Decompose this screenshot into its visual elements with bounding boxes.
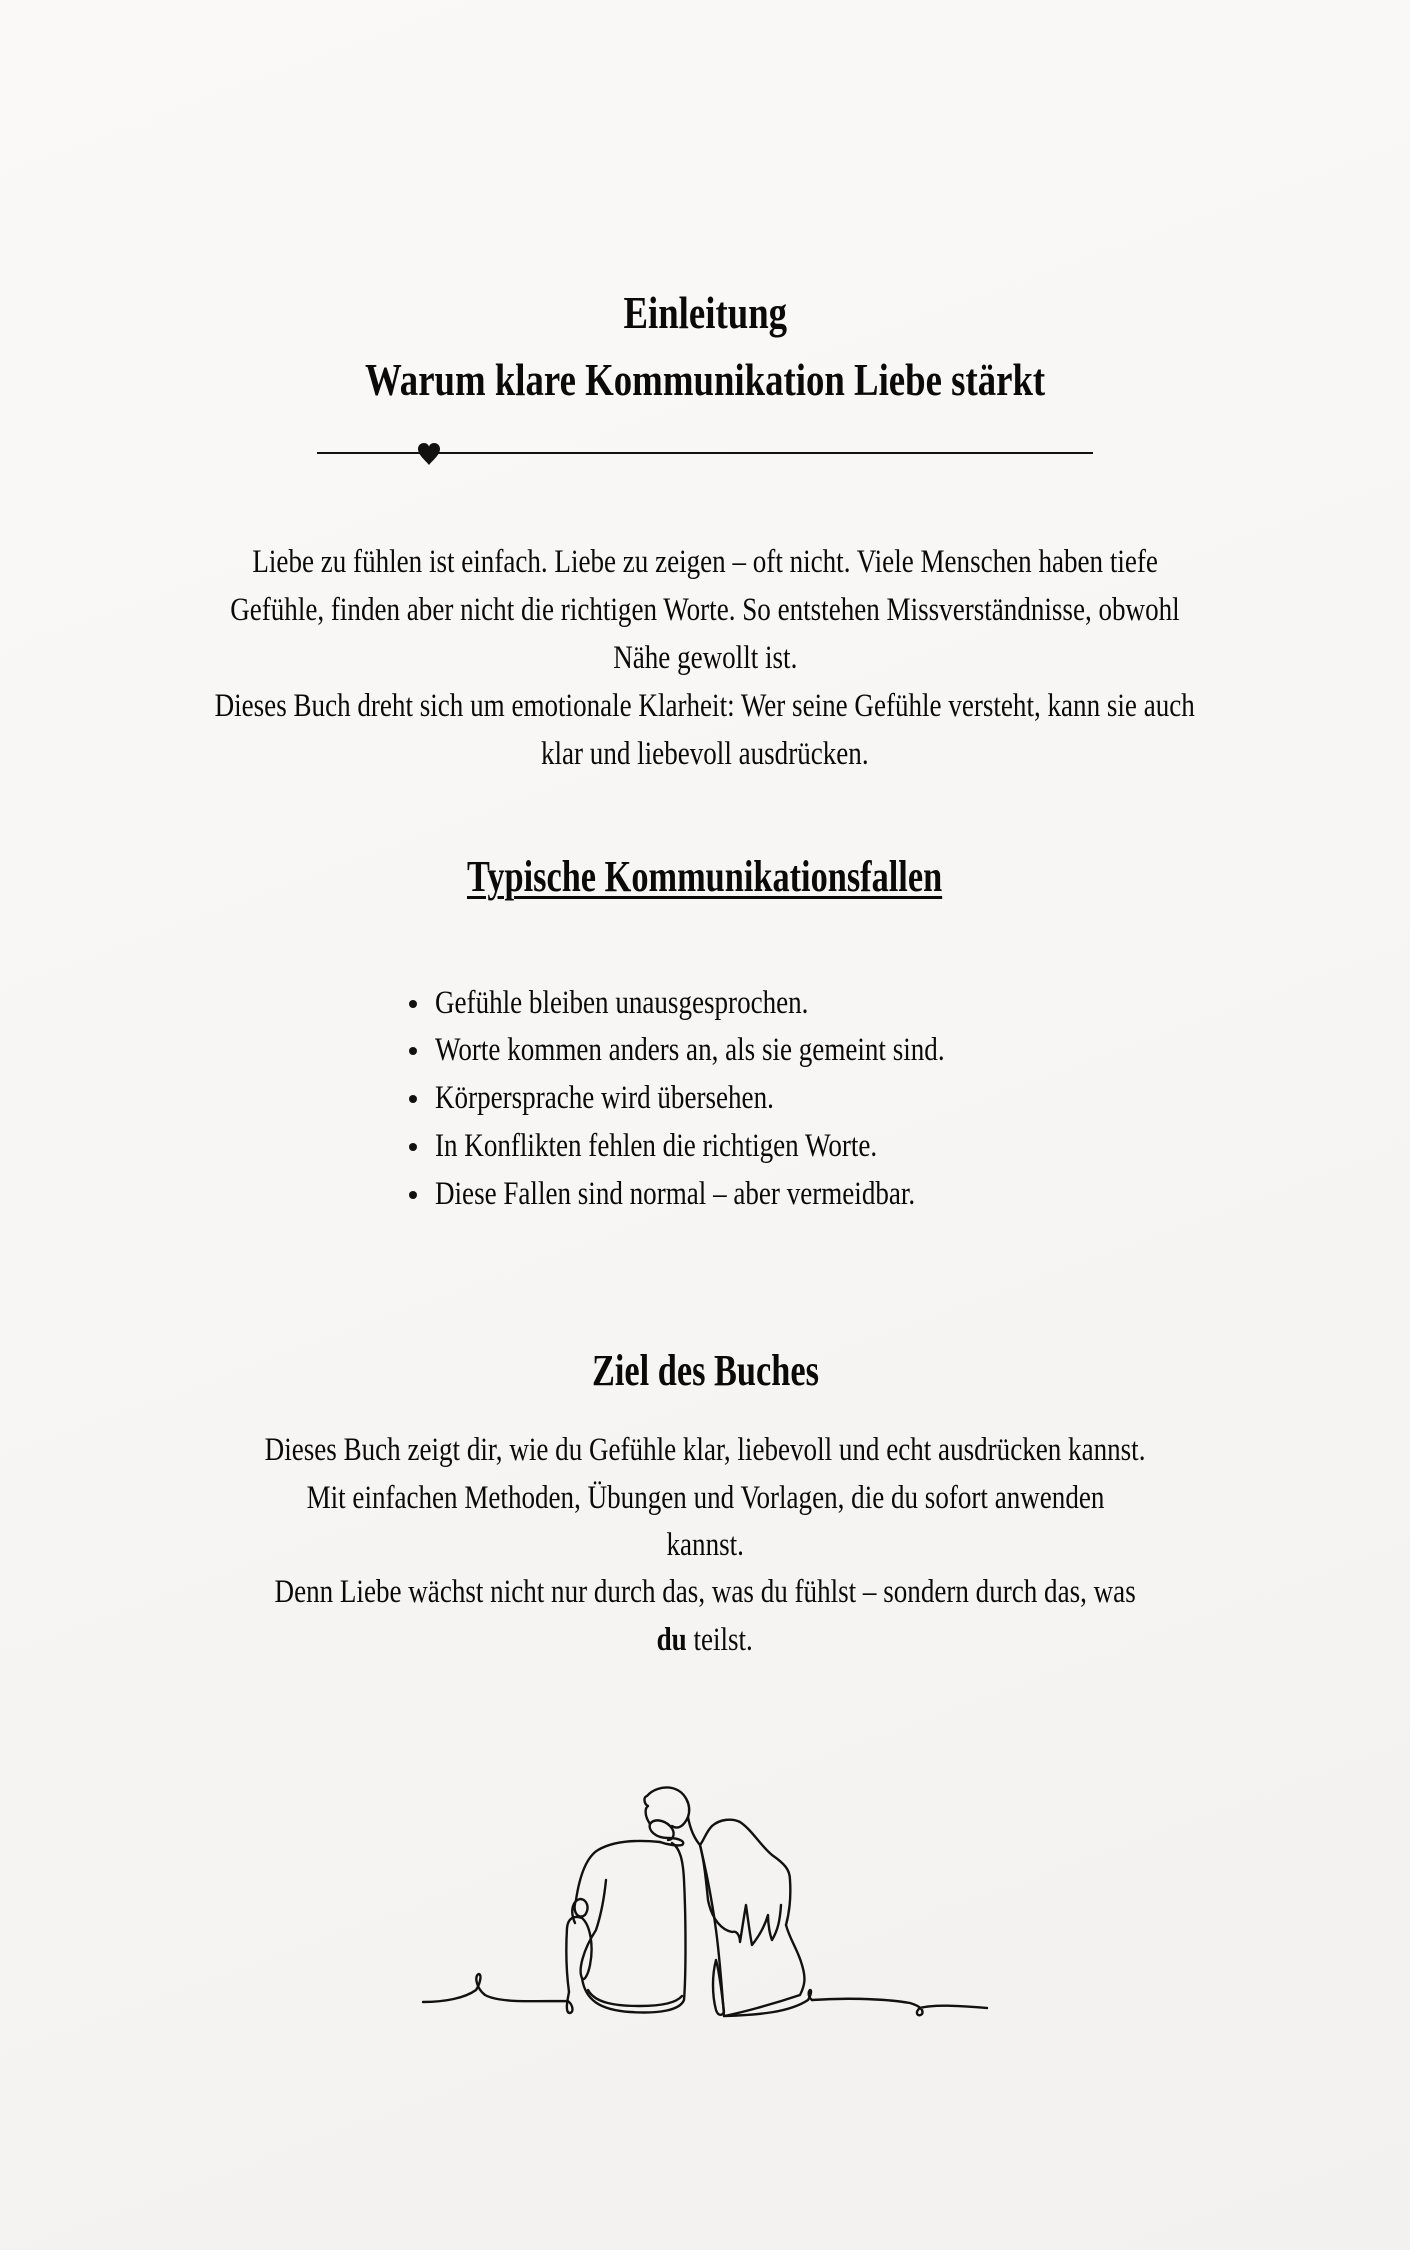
chapter-subtitle-text: Warum klare Kommunikation Liebe stärkt xyxy=(364,354,1046,405)
intro-line-text: Nähe gewollt ist. xyxy=(612,640,798,676)
intro-line xyxy=(0,690,1410,723)
pitfalls-heading-text: Typische Kommunikationsfallen xyxy=(467,852,943,901)
goal-line xyxy=(0,1576,1410,1609)
intro-line-text: Liebe zu fühlen ist einfach. Liebe zu zeigen – oft nicht. Viele Menschen haben tiefe xyxy=(252,544,1158,580)
list-item-text: Körpersprache wird übersehen. xyxy=(435,1080,774,1116)
goal-line-text xyxy=(657,1624,753,1657)
bullet-icon xyxy=(409,1000,417,1008)
intro-line-text: Dieses Buch dreht sich um emotionale Klarheit: Wer seine Gefühle versteht, kann sie auch xyxy=(214,688,1196,724)
list-item-text: Gefühle bleiben unausgesprochen. xyxy=(435,985,809,1021)
intro-line xyxy=(0,738,1410,771)
goal-heading-text: Ziel des Buches xyxy=(591,1346,819,1395)
list-item-text: Worte kommen anders an, als sie gemeint sind. xyxy=(435,1032,945,1068)
intro-line xyxy=(0,546,1410,579)
goal-line-text: Dieses Buch zeigt dir, wie du Gefühle klar, liebevoll und echt ausdrücken kannst. xyxy=(264,1432,1146,1468)
goal-line xyxy=(0,1624,1410,1657)
bullet-icon xyxy=(409,1143,417,1151)
goal-line-text: Mit einfachen Methoden, Übungen und Vorlagen, die du sofort anwenden xyxy=(306,1480,1104,1516)
intro-line-text: Gefühle, finden aber nicht die richtigen Worte. So entstehen Missverständnisse, obwohl xyxy=(230,592,1180,628)
list-item-text: Diese Fallen sind normal – aber vermeidbar. xyxy=(435,1176,916,1212)
goal-line-text: Denn Liebe wächst nicht nur durch das, was du fühlst – sondern durch das, was xyxy=(274,1574,1136,1610)
intro-line xyxy=(0,594,1410,627)
goal-line xyxy=(0,1434,1410,1467)
goal-line xyxy=(0,1482,1410,1515)
pitfalls-heading xyxy=(0,852,1410,901)
chapter-title-text: Einleitung xyxy=(623,287,787,338)
emphasis-du: du xyxy=(656,1622,687,1658)
chapter-subtitle xyxy=(0,354,1410,405)
bullet-icon xyxy=(409,1095,417,1103)
goal-line-text: kannst. xyxy=(666,1527,744,1563)
heart-icon xyxy=(416,442,442,466)
goal-line xyxy=(0,1529,1410,1562)
intro-line xyxy=(0,642,1410,675)
intro-line-text: klar und liebevoll ausdrücken. xyxy=(541,736,869,772)
bullet-icon xyxy=(409,1047,417,1055)
goal-line-rest: teilst. xyxy=(686,1622,754,1658)
goal-heading xyxy=(0,1346,1410,1395)
chapter-title xyxy=(0,287,1410,338)
bullet-icon xyxy=(409,1191,417,1199)
list-item-text: In Konflikten fehlen die richtigen Worte. xyxy=(435,1128,878,1164)
